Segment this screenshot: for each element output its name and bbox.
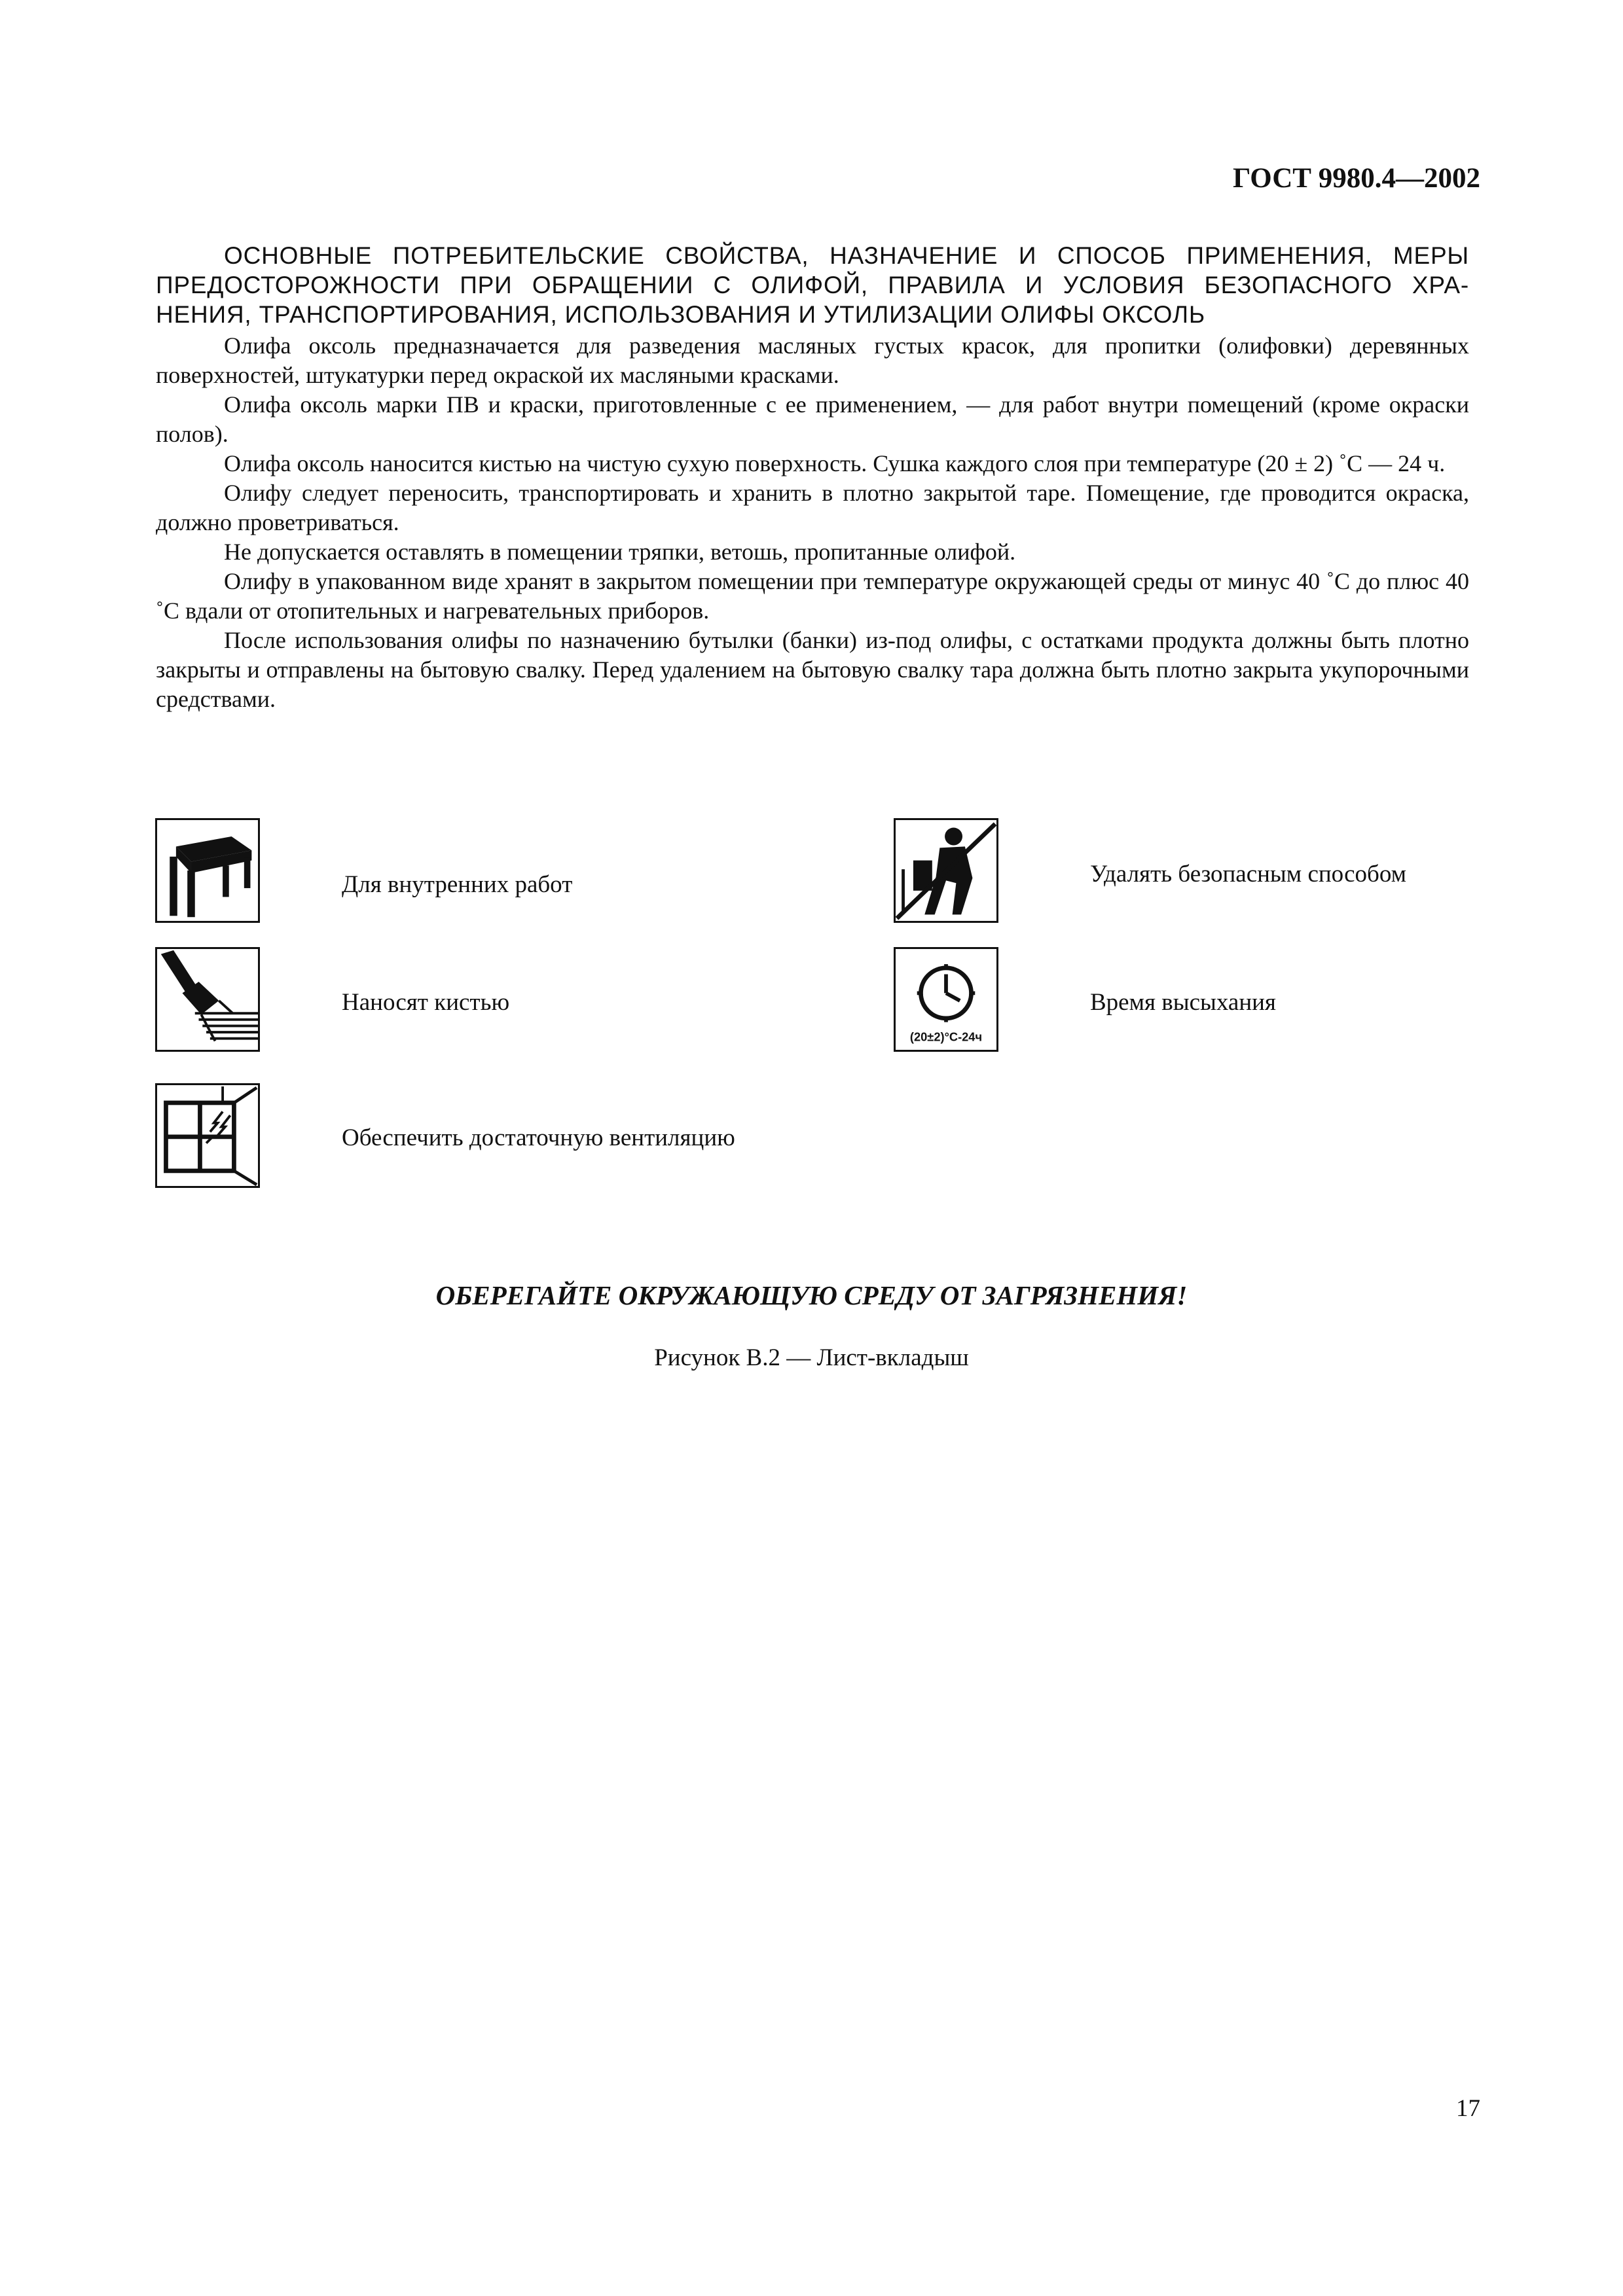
paragraph: Олифа оксоль наносится кистью на чистую сухую поверхность. Сушка каждого слоя при температуре (20 ± 2) ˚С — 24 ч. (224, 450, 1446, 476)
paragraph: Олифу в упакованном виде хранят в закрытом помещении при температуре окружающей среды от минус 40 ˚С до плюс 40 ˚С вдали от отопительных и нагревательных приборов. (156, 568, 1469, 624)
document-header: ГОСТ 9980.4—2002 (1233, 163, 1480, 194)
figure-caption: Рисунок В.2 — Лист-вкладыш (654, 1344, 969, 1371)
heading-line-1: ОСНОВНЫЕ ПОТРЕБИТЕЛЬСКИЕ СВОЙСТВА, НАЗНАЧЕНИЕ И СПОСОБ ПРИМЕНЕНИЯ, МЕРЫ (224, 242, 1469, 269)
heading-line-2: ПРЕДОСТОРОЖНОСТИ ПРИ ОБРАЩЕНИИ С ОЛИФОЙ, ПРАВИЛА И УСЛОВИЯ БЕЗОПАСНОГО ХРА- (156, 272, 1469, 298)
ventilation-label: Обеспечить достаточную вентиляцию (342, 1124, 735, 1151)
paragraph: Олифу следует переносить, транспортировать и хранить в плотно закрытой таре. Помещение, где проводится окраска, должно проветриваться. (156, 480, 1469, 535)
heading-line-3: НЕНИЯ, ТРАНСПОРТИРОВАНИЯ, ИСПОЛЬЗОВАНИЯ И УТИЛИЗАЦИИ ОЛИФЫ ОКСОЛЬ (156, 301, 1205, 328)
paragraph: После использования олифы по назначению бутылки (банки) из-под олифы, с остатками продукта должны быть плотно закрыты и отправлены на бытовую свалку. Перед удалением на бытовую свалку тара должна быть плотно закрыта укупорочными средствами. (156, 627, 1469, 712)
disposal-icon (894, 818, 998, 923)
drying-icon-caption: (20±2)°С-24ч (909, 1030, 983, 1044)
paragraph: Олифа оксоль предназначается для разведения масляных густых красок, для пропитки (олифовки) деревянных поверхностей, штукатурки перед окраской их масляными красками. (156, 332, 1469, 388)
brush-icon (155, 947, 260, 1052)
drying-label: Время высыхания (1090, 989, 1276, 1016)
page-number: 17 (1456, 2095, 1480, 2122)
indoor-work-label: Для внутренних работ (342, 871, 573, 898)
window-icon (155, 1083, 260, 1188)
paragraph: Не допускается оставлять в помещении тряпки, ветошь, пропитанные олифой. (224, 539, 1016, 565)
section-heading (156, 241, 1469, 329)
environment-slogan: ОБЕРЕГАЙТЕ ОКРУЖАЮЩУЮ СРЕДУ ОТ ЗАГРЯЗНЕНИЯ! (435, 1280, 1188, 1310)
paragraph: Олифа оксоль марки ПВ и краски, приготовленные с ее применением, — для работ внутри помещений (кроме окраски полов). (156, 391, 1469, 447)
table-icon (155, 818, 260, 923)
disposal-label: Удалять безопасным способом (1090, 861, 1407, 888)
brush-label: Наносят кистью (342, 989, 510, 1016)
body-text (156, 331, 1469, 714)
clock-icon (894, 947, 998, 1052)
